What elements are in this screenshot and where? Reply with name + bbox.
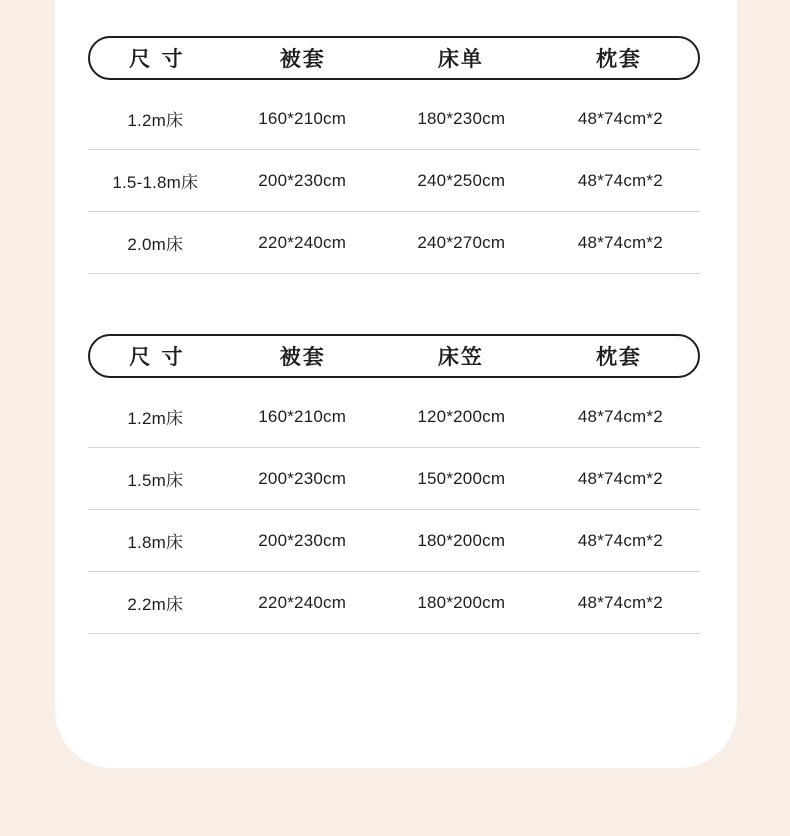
- pillowcase-cell: 48*74cm*2: [577, 232, 663, 252]
- table2-header-size: 尺 寸: [129, 344, 185, 369]
- duvet-cover-cell: 220*240cm: [258, 592, 347, 612]
- size-table-fitted-sheet: [88, 334, 700, 634]
- size-cell: 1.5m床: [127, 471, 184, 490]
- pillowcase-cell: 48*74cm*2: [577, 108, 663, 128]
- table1-header-flat-sheet: 床单: [437, 46, 484, 71]
- table2-header-duvet-cover: 被套: [279, 344, 326, 369]
- table2-header-pill: [88, 334, 700, 378]
- table-row: [88, 386, 700, 448]
- pillowcase-cell: 48*74cm*2: [577, 592, 663, 612]
- table-row: [88, 448, 700, 510]
- duvet-cover-cell: 200*230cm: [258, 468, 347, 488]
- table1-header-size: 尺 寸: [129, 46, 185, 71]
- size-cell: 2.2m床: [127, 595, 184, 614]
- table1-rows: [88, 88, 700, 274]
- table-row: [88, 572, 700, 634]
- pillowcase-cell: 48*74cm*2: [577, 170, 663, 190]
- size-table-flat-sheet: [88, 36, 700, 274]
- size-cell: 1.2m床: [127, 409, 184, 428]
- table-row: [88, 212, 700, 274]
- table1-header-duvet-cover: 被套: [279, 46, 326, 71]
- duvet-cover-cell: 160*210cm: [258, 406, 347, 426]
- table-row: [88, 510, 700, 572]
- fitted-sheet-cell: 180*200cm: [417, 530, 506, 550]
- table-row: [88, 150, 700, 212]
- flat-sheet-cell: 240*270cm: [417, 232, 506, 252]
- size-cell: 2.0m床: [127, 235, 184, 254]
- pillowcase-cell: 48*74cm*2: [577, 468, 663, 488]
- table2-header-pillowcase: 枕套: [595, 344, 642, 369]
- flat-sheet-cell: 180*230cm: [417, 108, 506, 128]
- table2-header-fitted-sheet: 床笠: [437, 344, 484, 369]
- duvet-cover-cell: 200*230cm: [258, 530, 347, 550]
- duvet-cover-cell: 200*230cm: [258, 170, 347, 190]
- pillowcase-cell: 48*74cm*2: [577, 406, 663, 426]
- fitted-sheet-cell: 150*200cm: [417, 468, 506, 488]
- table2-rows: [88, 386, 700, 634]
- size-chart-card: [55, 0, 737, 768]
- table-row: [88, 88, 700, 150]
- size-cell: 1.2m床: [127, 111, 184, 130]
- table1-header-pill: [88, 36, 700, 80]
- duvet-cover-cell: 160*210cm: [258, 108, 347, 128]
- table1-header-pillowcase: 枕套: [595, 46, 642, 71]
- duvet-cover-cell: 220*240cm: [258, 232, 347, 252]
- fitted-sheet-cell: 120*200cm: [417, 406, 506, 426]
- pillowcase-cell: 48*74cm*2: [577, 530, 663, 550]
- size-cell: 1.8m床: [127, 533, 184, 552]
- fitted-sheet-cell: 180*200cm: [417, 592, 506, 612]
- size-cell: 1.5-1.8m床: [112, 173, 199, 192]
- flat-sheet-cell: 240*250cm: [417, 170, 506, 190]
